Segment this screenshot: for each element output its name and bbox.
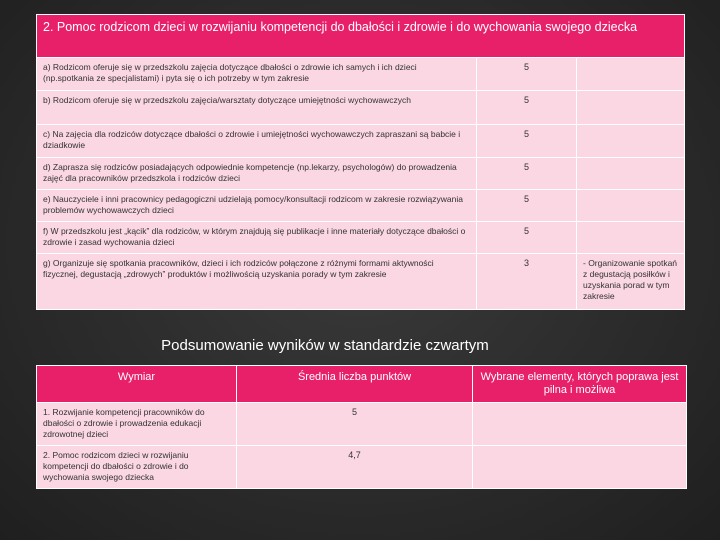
criterion-score: 5 <box>477 91 577 125</box>
table-row <box>37 58 685 91</box>
table-row <box>37 158 685 190</box>
criterion-score: 5 <box>477 158 577 190</box>
criterion-note <box>577 222 685 254</box>
summary-title: Podsumowanie wyników w standardzie czwartym <box>161 337 489 354</box>
header-elements: Wybrane elementy, których poprawa jest pilna i możliwa <box>473 366 687 403</box>
criterion-text: g) Organizuje się spotkania pracowników, dzieci i ich rodziców połączone z różnymi formami aktywności fizycznej, degustacją „zdrowych” produktów i możliwością uzyskania porady w tym zakresie <box>37 254 477 310</box>
table-row <box>37 254 685 310</box>
criteria-table-title: 2. Pomoc rodzicom dzieci w rozwijaniu kompetencji do dbałości i zdrowie i do wychowania swojego dziecka <box>37 15 685 58</box>
criterion-note: - Organizowanie spotkań z degustacją posiłków i uzyskania porad w tym zakresie <box>577 254 685 310</box>
summary-score: 4,7 <box>237 446 473 489</box>
criteria-table <box>36 14 685 310</box>
summary-elements <box>473 446 687 489</box>
summary-header-row <box>37 366 687 403</box>
header-average: Średnia liczba punktów <box>237 366 473 403</box>
table-row <box>37 222 685 254</box>
summary-dimension: 1. Rozwijanie kompetencji pracowników do dbałości o zdrowie i prowadzenia edukacji zdrowotnej dzieci <box>37 403 237 446</box>
header-dimension: Wymiar <box>37 366 237 403</box>
criterion-score: 5 <box>477 190 577 222</box>
table-row <box>37 403 687 446</box>
summary-dimension: 2. Pomoc rodzicom dzieci w rozwijaniu kompetencji do dbałości o zdrowie i do wychowania swojego dziecka <box>37 446 237 489</box>
criterion-score: 5 <box>477 125 577 158</box>
criterion-text: b) Rodzicom oferuje się w przedszkolu zajęcia/warsztaty dotyczące umiejętności wychowawczych <box>37 91 477 125</box>
criterion-text: c) Na zajęcia dla rodziców dotyczące dbałości o zdrowie i umiejętności wychowawczych zapraszani są babcie i dziadkowie <box>37 125 477 158</box>
summary-score: 5 <box>237 403 473 446</box>
summary-elements <box>473 403 687 446</box>
criterion-score: 5 <box>477 58 577 91</box>
table-row <box>37 125 685 158</box>
summary-table <box>36 365 687 489</box>
criterion-score: 3 <box>477 254 577 310</box>
criterion-text: e) Nauczyciele i inni pracownicy pedagogiczni udzielają pomocy/konsultacji rodzicom w zakresie rozwiązywania problemów wychowawczych dzieci <box>37 190 477 222</box>
table-row <box>37 91 685 125</box>
criterion-note <box>577 58 685 91</box>
criterion-note <box>577 91 685 125</box>
criterion-note <box>577 190 685 222</box>
criterion-score: 5 <box>477 222 577 254</box>
criterion-note <box>577 158 685 190</box>
criterion-text: a) Rodzicom oferuje się w przedszkolu zajęcia dotyczące dbałości o zdrowie ich samych i ich dzieci (np.spotkania ze specjalistami) i pyta się o ich potrzeby w tym zakresie <box>37 58 477 91</box>
table-row <box>37 190 685 222</box>
table-row <box>37 446 687 489</box>
criterion-note <box>577 125 685 158</box>
criterion-text: d) Zaprasza się rodziców posiadających odpowiednie kompetencje (np.lekarzy, psychologów) do prowadzenia zajęć dla pracowników przedszkola i rodziców dzieci <box>37 158 477 190</box>
criterion-text: f) W przedszkolu jest „kącik” dla rodziców, w którym znajdują się publikacje i inne materiały dotyczące dbałości o zdrowie i zasad wychowania dzieci <box>37 222 477 254</box>
